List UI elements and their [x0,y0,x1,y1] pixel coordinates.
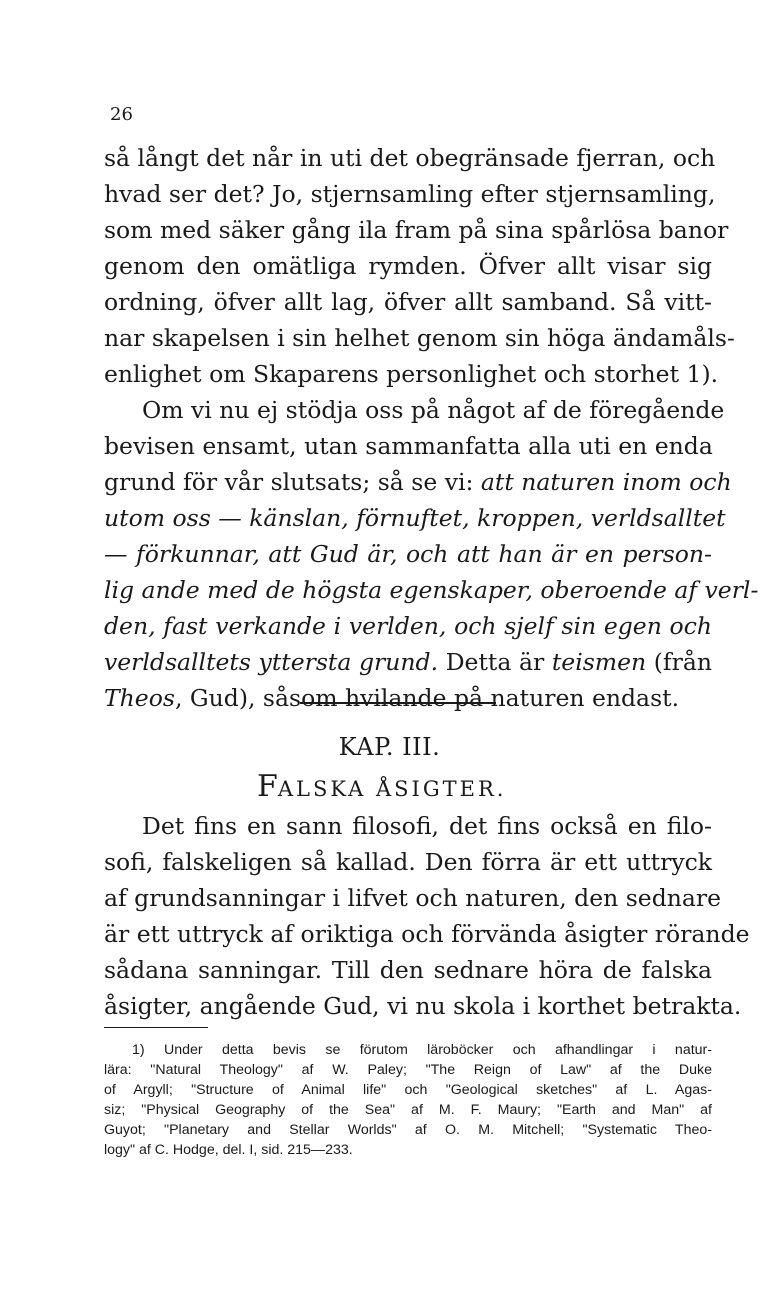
footnote-divider [104,1027,208,1028]
text-line: enlighet om Skaparens personlighet och storhet 1). [104,360,719,388]
text-run: Detta är [438,648,552,676]
paragraph-2 [104,392,759,716]
section-title [257,769,507,804]
section-title-initial: F [257,769,278,804]
text-line: af grundsanningar i lifvet och naturen, den sednare [104,884,722,912]
footnote-line: lära: "Natural Theology" af W. Paley; "The Reign of Law" af the Duke [104,1062,712,1078]
text-line: bevisen ensamt, utan sammanfatta alla uti en enda [104,432,713,460]
text-run: (från [646,648,712,676]
italic-line: den, fast verkande i verlden, och sjelf sin egen och [104,612,712,640]
text-line: sofi, falskeligen så kallad. Den förra är ett uttryck [104,848,712,876]
italic-line: utom oss — känslan, förnuftet, kroppen, verldsalltet [104,504,726,532]
text-run: , Gud), såsom hvilande på naturen endast. [174,684,680,712]
text-line: åsigter, angående Gud, vi nu skola i korthet betrakta. [104,992,742,1020]
italic-run: teismen [551,648,647,676]
footnote-line: Guyot; "Planetary and Stellar Worlds" af O. M. Mitchell; "Systematic Theo- [104,1122,712,1138]
italic-run: verldsalltets yttersta grund. [104,648,439,676]
text-line: nar skapelsen i sin helhet genom sin höga ändamåls- [104,324,735,352]
chapter-heading: KAP. III. [338,733,441,761]
page-number: 26 [110,104,133,125]
footnote-line: siz; "Physical Geography of the Sea" af M. F. Maury; "Earth and Man" af [104,1102,712,1118]
italic-line: — förkunnar, att Gud är, och att han är en person- [104,540,712,568]
paragraph-1 [104,140,735,392]
italic-run: Theos [104,684,175,712]
text-line [104,680,712,716]
text-line: ordning, öfver allt lag, öfver allt samband. Så vitt- [104,288,712,316]
text-line: som med säker gång ila fram på sina spårlösa banor [104,216,729,244]
italic-run: att naturen inom och [480,468,732,496]
text-line [104,464,732,500]
text-line: så långt det når in uti det obegränsade fjerran, och [104,144,716,172]
footnote-line: of Argyll; "Structure of Animal life" och "Geological sketches" af L. Agas- [104,1082,712,1098]
text-line: genom den omätliga rymden. Öfver allt visar sig [104,252,712,280]
text-line: hvad ser det? Jo, stjernsamling efter stjernsamling, [104,180,716,208]
footnote-line: logy" af C. Hodge, del. I, sid. 215—233. [104,1142,353,1158]
footnote-line: 1) Under detta bevis se förutom läroböcker och afhandlingar i natur- [132,1042,712,1058]
text-line: är ett uttryck af oriktiga och förvända åsigter rörande [104,920,750,948]
section-title-rest: ALSKA ÅSIGTER. [277,777,507,801]
footnote [104,1040,712,1160]
italic-line: lig ande med de högsta egenskaper, oberoende af verl- [104,576,759,604]
paragraph-3 [104,808,750,1024]
text-line: sådana sanningar. Till den sednare höra de falska [104,956,712,984]
text-run: grund för vår slutsats; så se vi: [104,468,481,496]
section-divider [300,702,496,704]
text-line: Om vi nu ej stödja oss på något af de föregående [142,396,725,424]
text-line: Det fins en sann filosofi, det fins också en filo- [142,812,712,840]
text-line [104,644,712,680]
